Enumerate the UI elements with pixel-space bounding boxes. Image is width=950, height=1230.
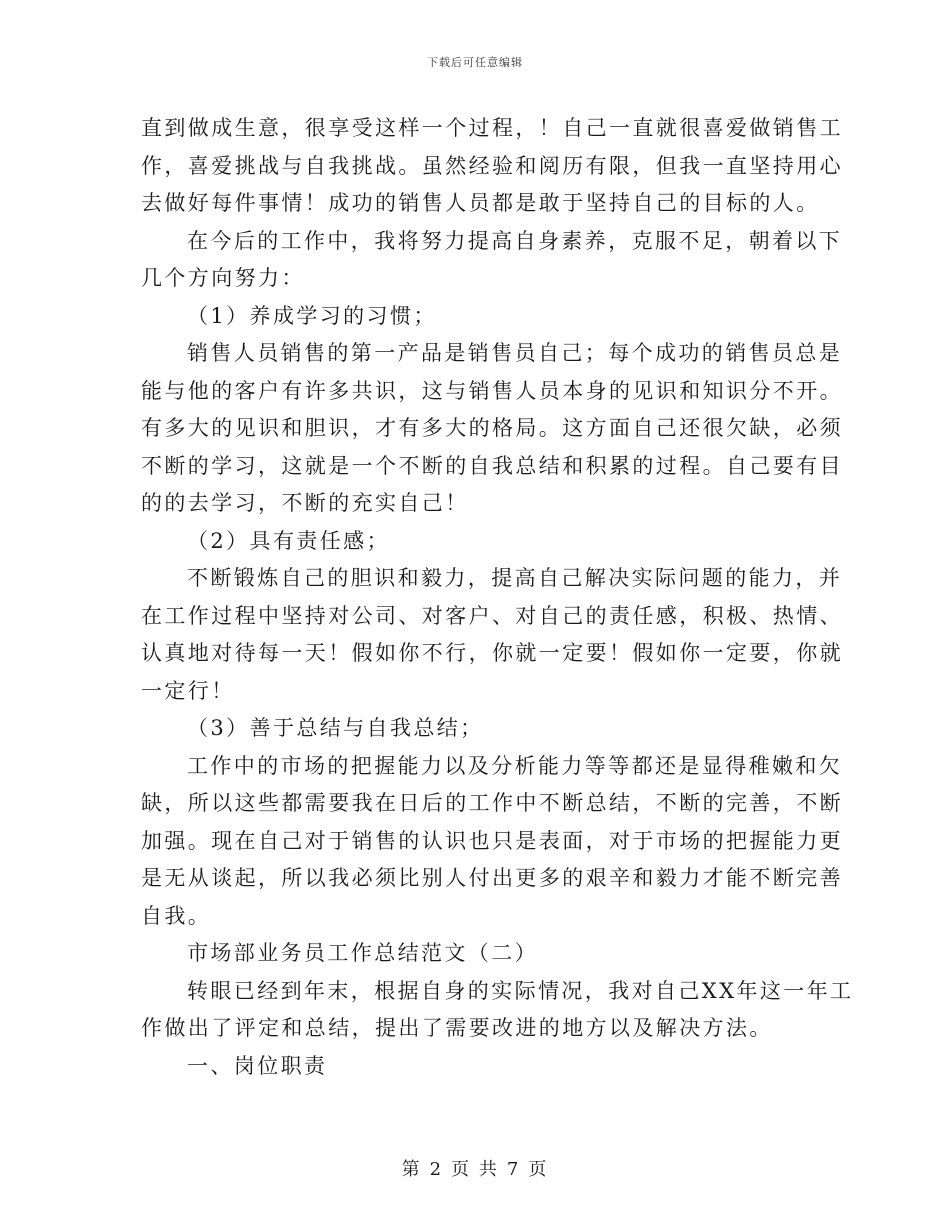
page-total: 7 (506, 1159, 521, 1180)
footer-suffix: 页 (528, 1159, 549, 1180)
text-line: 作做出了评定和总结，提出了需要改进的地方以及解决方法。 (141, 1016, 773, 1040)
text-line: 不断的学习，这就是一个不断的自我总结和积累的过程。自己要有目 (141, 453, 843, 478)
text-line: 认真地对待每一天！假如你不行，你就一定要！假如你一定要，你就 (141, 641, 843, 665)
page-footer (0, 1155, 950, 1181)
text-line: 工作中的市场的把握能力以及分析能力等等都还是显得稚嫩和欠 (187, 753, 843, 778)
text-line: 是无从谈起，所以我必须比别人付出更多的艰辛和毅力才能不断完善 (141, 866, 843, 890)
text-line: 加强。现在自己对于销售的认识也只是表面，对于市场的把握能力更 (141, 828, 843, 853)
text-line: 自我。 (141, 903, 212, 928)
list-heading: （3）善于总结与自我总结； (187, 716, 484, 740)
text-line: 缺，所以这些都需要我在日后的工作中不断总结，不断的完善，不断 (141, 791, 843, 815)
text-line: 能与他的客户有许多共识，这与销售人员本身的见识和知识分不开。 (141, 378, 843, 403)
footer-prefix: 第 (401, 1159, 422, 1180)
section-heading: 一、岗位职责 (187, 1053, 328, 1078)
list-heading: （2）具有责任感； (187, 528, 390, 553)
text-line: 去做好每件事情！成功的销售人员都是敢于坚持自己的目标的人。 (141, 191, 820, 215)
page-number: 2 (429, 1159, 444, 1180)
section-title: 市场部业务员工作总结范文（二） (187, 941, 538, 965)
text-line: 直到做成生意，很享受这样一个过程，！自己一直就很喜爱做销售工 (141, 116, 843, 140)
text-line: 在工作过程中坚持对公司、对客户、对自己的责任感，积极、热情、 (141, 603, 843, 628)
text-line: 几个方向努力： (141, 266, 305, 290)
text-line: 不断锻炼自己的胆识和毅力，提高自己解决实际问题的能力，并 (187, 566, 843, 590)
document-body (141, 110, 854, 1085)
text-line: 在今后的工作中，我将努力提高自身素养，克服不足，朝着以下 (187, 228, 843, 253)
list-heading: （1）养成学习的习惯； (187, 303, 437, 328)
text-line: 一定行！ (141, 678, 235, 703)
footer-mid: 页 共 (451, 1159, 499, 1180)
page-header-note: 下载后可任意编辑 (427, 56, 523, 69)
text-line: 作，喜爱挑战与自我挑战。虽然经验和阅历有限，但我一直坚持用心 (141, 153, 843, 178)
text-line: 有多大的见识和胆识，才有多大的格局。这方面自己还很欠缺，必须 (141, 416, 843, 440)
text-line: 销售人员销售的第一产品是销售员自己；每个成功的销售员总是 (187, 341, 843, 365)
text-line: 转眼已经到年末，根据自身的实际情况，我对自己XX年这一年工 (187, 978, 854, 1003)
text-line: 的的去学习，不断的充实自己！ (141, 491, 469, 515)
